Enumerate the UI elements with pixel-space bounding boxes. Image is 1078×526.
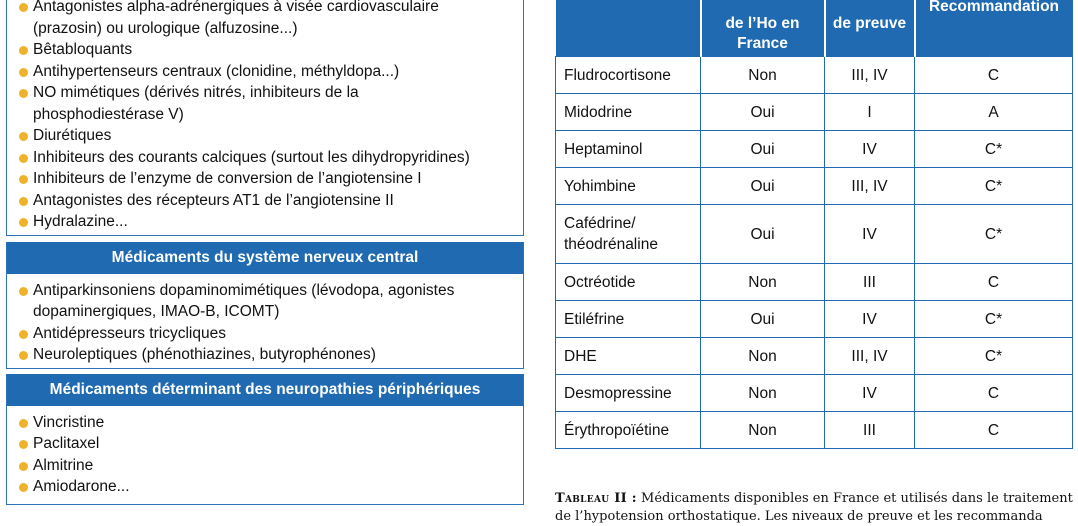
cell-name: Fludrocortisone [556, 57, 701, 94]
cell-name: Octréotide [556, 264, 701, 301]
cell-availability: Oui [701, 205, 825, 264]
table-row [556, 57, 1073, 94]
bullet-icon [19, 89, 28, 98]
table-row [556, 412, 1073, 449]
cell-name: Desmopressine [556, 375, 701, 412]
bullet-icon [19, 197, 28, 206]
list-item: Antidépresseurs tricycliques [19, 323, 513, 345]
cell-level: IV [825, 131, 915, 168]
cell-level: IV [825, 301, 915, 338]
cell-availability: Oui [701, 131, 825, 168]
cell-level: III [825, 412, 915, 449]
table-body [556, 57, 1073, 449]
cell-availability: Non [701, 57, 825, 94]
cell-availability: Non [701, 412, 825, 449]
cell-recommendation: C [915, 412, 1073, 449]
cell-recommendation: C [915, 264, 1073, 301]
section-cns-list [6, 274, 524, 369]
cell-recommendation: C* [915, 338, 1073, 375]
cell-availability: Oui [701, 301, 825, 338]
table-caption [555, 490, 1075, 526]
cell-name: Heptaminol [556, 131, 701, 168]
bullet-icon [19, 330, 28, 339]
bullet-icon [19, 132, 28, 141]
cell-level: III [825, 264, 915, 301]
table-header-row [556, 0, 1073, 57]
table-row [556, 94, 1073, 131]
table-row [556, 205, 1073, 264]
list-item: Antihypertenseurs centraux (clonidine, méthyldopa...) [19, 61, 513, 83]
cell-recommendation: A [915, 94, 1073, 131]
cell-level: III, IV [825, 338, 915, 375]
bullet-icon [19, 483, 28, 492]
list-item: Neuroleptiques (phénothiazines, butyrophénones) [19, 344, 513, 366]
list-item: Inhibiteurs des courants calciques (surtout les dihydropyridines) [19, 147, 513, 169]
cell-availability: Non [701, 264, 825, 301]
cell-name: DHE [556, 338, 701, 375]
bullet-icon [19, 351, 28, 360]
header-level: de preuve [825, 0, 915, 57]
cell-recommendation: C* [915, 301, 1073, 338]
drug-table [555, 0, 1073, 449]
cell-recommendation: C* [915, 205, 1073, 264]
cell-level: IV [825, 375, 915, 412]
cell-recommendation: C* [915, 131, 1073, 168]
cell-level: I [825, 94, 915, 131]
cell-name: Midodrine [556, 94, 701, 131]
cell-name: Yohimbine [556, 168, 701, 205]
bullet-icon [19, 68, 28, 77]
list-item: NO mimétiques (dérivés nitrés, inhibiteurs de la [19, 82, 513, 104]
bullet-icon [19, 218, 28, 227]
bullet-icon [19, 3, 28, 12]
table-row [556, 264, 1073, 301]
cell-availability: Non [701, 338, 825, 375]
caption-line1: Médicaments disponibles en France et utilisés dans le traitement [636, 491, 1073, 506]
list-item: Vincristine [19, 412, 513, 434]
header-recommendation: Recommandation [915, 0, 1073, 57]
cell-availability: Non [701, 375, 825, 412]
list-item: dopaminergiques, IMAO-B, ICOMT) [33, 303, 280, 320]
section-neuropathy-list [6, 406, 524, 505]
table-row [556, 338, 1073, 375]
bullet-icon [19, 462, 28, 471]
cell-name: Érythropoïétine [556, 412, 701, 449]
section-cardiovascular-list [6, 0, 524, 236]
list-item: (prazosin) ou urologique (alfuzosine...) [33, 19, 298, 37]
section-cns-title: Médicaments du système nerveux central [6, 242, 524, 274]
list-item: Bêtabloquants [19, 39, 513, 61]
table-row [556, 375, 1073, 412]
list-item: Antagonistes des récepteurs AT1 de l’angiotensine II [19, 190, 513, 212]
cell-recommendation: C [915, 57, 1073, 94]
cell-availability: Oui [701, 94, 825, 131]
list-item: phosphodiestérase V) [33, 105, 184, 123]
bullet-icon [19, 419, 28, 428]
caption-line2: de l’hypotension orthostatique. Les niveaux de preuve et les recommanda [555, 509, 1043, 524]
list-item: Antiparkinsoniens dopaminomimétiques (lévodopa, agonistes [19, 280, 513, 302]
bullet-icon [19, 175, 28, 184]
header-availability: de l’Ho en France [701, 0, 825, 57]
list-item: Inhibiteurs de l’enzyme de conversion de l’angiotensine I [19, 168, 513, 190]
bullet-icon [19, 440, 28, 449]
table-row [556, 168, 1073, 205]
cell-name: Cafédrine/ théodrénaline [556, 205, 701, 264]
table-row [556, 131, 1073, 168]
cell-recommendation: C [915, 375, 1073, 412]
bullet-icon [19, 154, 28, 163]
cell-level: IV [825, 205, 915, 264]
section-neuropathy-title: Médicaments déterminant des neuropathies périphériques [6, 374, 524, 406]
bullet-icon [19, 46, 28, 55]
cell-level: III, IV [825, 168, 915, 205]
cell-level: III, IV [825, 57, 915, 94]
list-item: Diurétiques [19, 125, 513, 147]
cell-availability: Oui [701, 168, 825, 205]
cell-recommendation: C* [915, 168, 1073, 205]
cell-name: Etiléfrine [556, 301, 701, 338]
table-row [556, 301, 1073, 338]
list-item: Almitrine [19, 455, 513, 477]
list-item: Amiodarone... [19, 476, 513, 498]
header-name [556, 0, 701, 57]
list-item: Hydralazine... [19, 211, 513, 233]
list-item: Antagonistes alpha-adrénergiques à visée cardiovasculaire [19, 0, 513, 18]
drug-classes-panel [6, 0, 524, 505]
list-item: Paclitaxel [19, 433, 513, 455]
drug-table-panel [555, 0, 1072, 449]
bullet-icon [19, 287, 28, 296]
caption-label: Tableau II : [555, 491, 637, 506]
